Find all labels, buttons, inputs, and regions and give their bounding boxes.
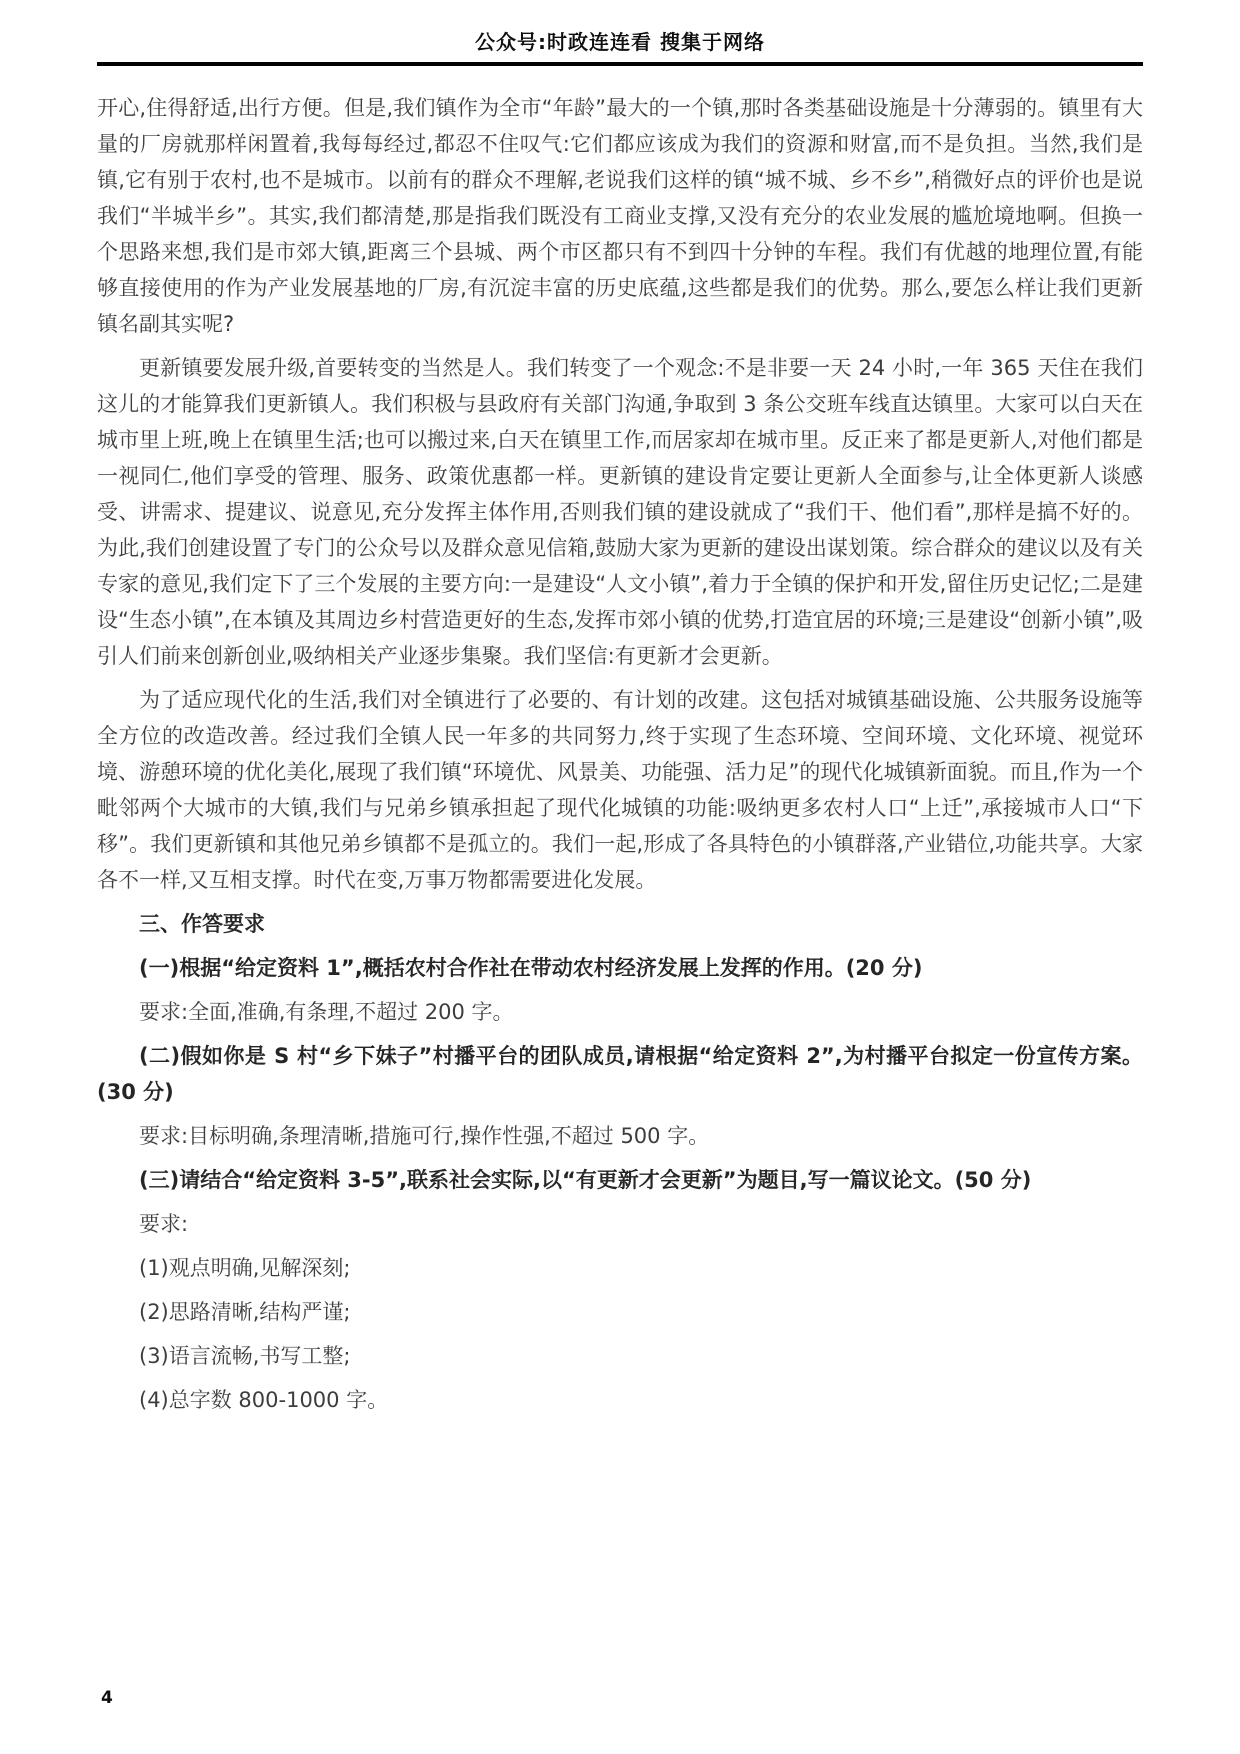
document-body: [97, 66, 1143, 1418]
essay-requirement-item-4: (4)总字数 800-1000 字。: [139, 1388, 389, 1412]
question-3-prompt: (三)请结合“给定资料 3-5”,联系社会实际,以“有更新才会更新”为题目,写一篇议论文。(50 分): [139, 1168, 1032, 1192]
question-1-requirement: 要求:全面,准确,有条理,不超过 200 字。: [139, 1000, 514, 1024]
question-1-prompt: (一)根据“给定资料 1”,概括农村合作社在带动农村经济发展上发挥的作用。(20 分): [139, 956, 923, 980]
essay-requirement-item-2: (2)思路清晰,结构严谨;: [139, 1300, 351, 1324]
page-header-title: 公众号:时政连连看 搜集于网络: [475, 30, 765, 54]
body-paragraph: 更新镇要发展升级,首要转变的当然是人。我们转变了一个观念:不是非要一天 24 小时,一年 365 天住在我们这儿的才能算我们更新镇人。我们积极与县政府有关部门沟通,争取到 3 条公交班车线直达镇里。大家可以白天在城市里上班,晚上在镇里生活;也可以搬过来,白天在镇里工作,而居家却在城市里。反正来了都是更新人,对他们都是一视同仁,他们享受的管理、服务、政策优惠都一样。更新镇的建设肯定要让更新人全面参与,让全体更新人谈感受、讲需求、提建议、说意见,充分发挥主体作用,否则我们镇的建设就成了“我们干、他们看”,那样是搞不好的。为此,我们创建设置了专门的公众号以及群众意见信箱,鼓励大家为更新的建设出谋划策。综合群众的建议以及有关专家的意见,我们定下了三个发展的主要方向:一是建设“人文小镇”,着力于全镇的保护和开发,留住历史记忆;二是建设“生态小镇”,在本镇及其周边乡村营造更好的生态,发挥市郊小镇的优势,打造宜居的环境;三是建设“创新小镇”,吸引人们前来创新创业,吸纳相关产业逐步集聚。我们坚信:有更新才会更新。: [97, 356, 1143, 668]
body-paragraph: 为了适应现代化的生活,我们对全镇进行了必要的、有计划的改建。这包括对城镇基础设施、公共服务设施等全方位的改造改善。经过我们全镇人民一年多的共同努力,终于实现了生态环境、空间环境、文化环境、视觉环境、游憩环境的优化美化,展现了我们镇“环境优、风景美、功能强、活力足”的现代化城镇新面貌。而且,作为一个毗邻两个大城市的大镇,我们与兄弟乡镇承担起了现代化城镇的功能:吸纳更多农村人口“上迁”,承接城市人口“下移”。我们更新镇和其他兄弟乡镇都不是孤立的。我们一起,形成了各具特色的小镇群落,产业错位,功能共享。大家各不一样,又互相支撑。时代在变,万事万物都需要进化发展。: [97, 688, 1143, 892]
question-2-requirement: 要求:目标明确,条理清晰,措施可行,操作性强,不超过 500 字。: [139, 1124, 710, 1148]
question-3-requirement: 要求:: [139, 1212, 189, 1236]
essay-requirement-item-1: (1)观点明确,见解深刻;: [139, 1256, 351, 1280]
section-heading-answer-requirements: 三、作答要求: [139, 912, 265, 936]
body-paragraph: 开心,住得舒适,出行方便。但是,我们镇作为全市“年龄”最大的一个镇,那时各类基础设施是十分薄弱的。镇里有大量的厂房就那样闲置着,我每每经过,都忍不住叹气:它们都应该成为我们的资源和财富,而不是负担。当然,我们是镇,它有别于农村,也不是城市。以前有的群众不理解,老说我们这样的镇“城不城、乡不乡”,稍微好点的评价也是说我们“半城半乡”。其实,我们都清楚,那是指我们既没有工商业支撑,又没有充分的农业发展的尴尬境地啊。但换一个思路来想,我们是市郊大镇,距离三个县城、两个市区都只有不到四十分钟的车程。我们有优越的地理位置,有能够直接使用的作为产业发展基地的厂房,有沉淀丰富的历史底蕴,这些都是我们的优势。那么,要怎么样让我们更新镇名副其实呢?: [97, 96, 1143, 336]
page-header: [97, 30, 1143, 66]
page-number: 4: [101, 1688, 113, 1708]
essay-requirement-item-3: (3)语言流畅,书写工整;: [139, 1344, 351, 1368]
question-2-prompt: (二)假如你是 S 村“乡下妹子”村播平台的团队成员,请根据“给定资料 2”,为村播平台拟定一份宣传方案。(30 分): [97, 1044, 1143, 1104]
